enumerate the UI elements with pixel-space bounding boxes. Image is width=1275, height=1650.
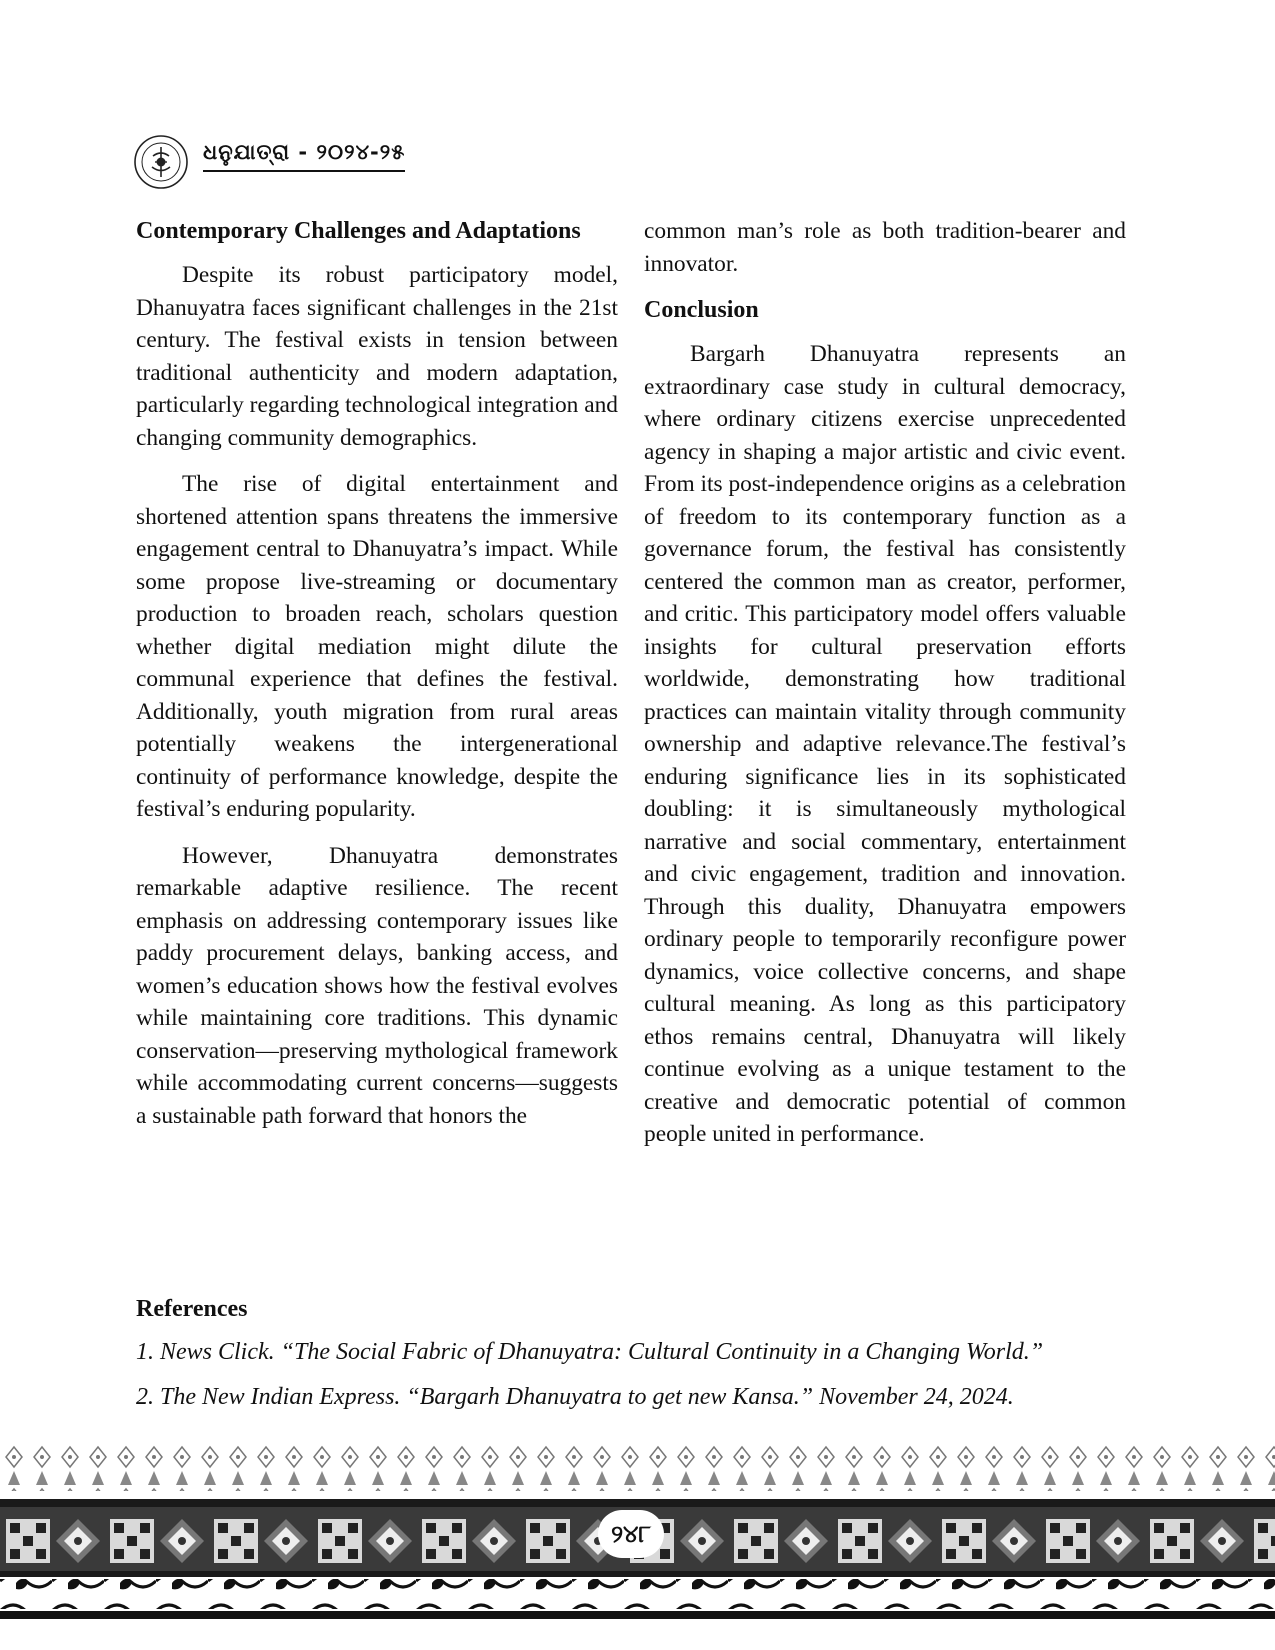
- reference-item: 2. The New Indian Express. “Bargarh Dhanuyatra to get new Kansa.” November 24, 2024.: [136, 1384, 1014, 1410]
- conclusion-heading: Conclusion: [644, 297, 759, 323]
- paragraph: Despite its robust participatory model, Dhanuyatra faces significant challenges in the 21st century. The festival exists in tension between traditional authenticity and modern adaptation, particularly regarding technological integration and changing community demographics.: [136, 262, 618, 451]
- paragraph: The rise of digital entertainment and shortened attention spans threatens the immersive engagement central to Dhanuyatra’s impact. While some propose live-streaming or documentary production to broaden reach, scholars question whether digital mediation might dilute the communal experience that defines the festival. Additionally, youth migration from rural areas potentially weakens the intergenerational continuity of performance knowledge, despite the festival’s enduring popularity.: [136, 471, 618, 822]
- header-title: ଧନୁଯାତ୍ରା - ୨୦୨୪-୨୫: [203, 140, 405, 172]
- institution-seal-icon: [133, 134, 189, 190]
- paragraph-continuation: common man’s role as both tradition-bearer and innovator.: [644, 218, 1126, 277]
- left-column: [136, 215, 618, 1146]
- right-column: [644, 215, 1126, 1165]
- page-number: ୨୪୮: [598, 1510, 664, 1558]
- page-header: [133, 132, 405, 192]
- paragraph: However, Dhanuyatra demonstrates remarkable adaptive resilience. The recent emphasis on addressing contemporary issues like paddy procurement delays, banking access, and women’s education shows how the festival evolves while maintaining core traditions. This dynamic conservation—preserving mythological framework while accommodating current concerns—suggests a sustainable path forward that honors the: [136, 842, 618, 1129]
- reference-item: 1. News Click. “The Social Fabric of Dhanuyatra: Cultural Continuity in a Changing World.”: [136, 1339, 1044, 1365]
- section-heading: Contemporary Challenges and Adaptations: [136, 218, 581, 244]
- paragraph: Bargarh Dhanuyatra represents an extraordinary case study in cultural democracy, where ordinary citizens exercise unprecedented agency in shaping a major artistic and civic event. From its post-independence origins as a celebration of freedom to its contemporary function as a governance forum, the festival has consistently centered the common man as creator, performer, and critic. This participatory model offers valuable insights for cultural preservation efforts worldwide, demonstrating how traditional practices can maintain vitality through community ownership and adaptive relevance.The festival’s enduring significance lies in its sophisticated doubling: it is simultaneously mythological narrative and social commentary, entertainment and civic engagement, tradition and innovation. Through this duality, Dhanuyatra empowers ordinary people to temporarily reconfigure power dynamics, voice collective concerns, and shape cultural meaning. As long as this participatory ethos remains central, Dhanuyatra will likely continue evolving as a unique testament to the creative and democratic potential of common people united in performance.: [644, 341, 1126, 1147]
- references-heading: References: [136, 1296, 248, 1322]
- references-section: [136, 1296, 1146, 1425]
